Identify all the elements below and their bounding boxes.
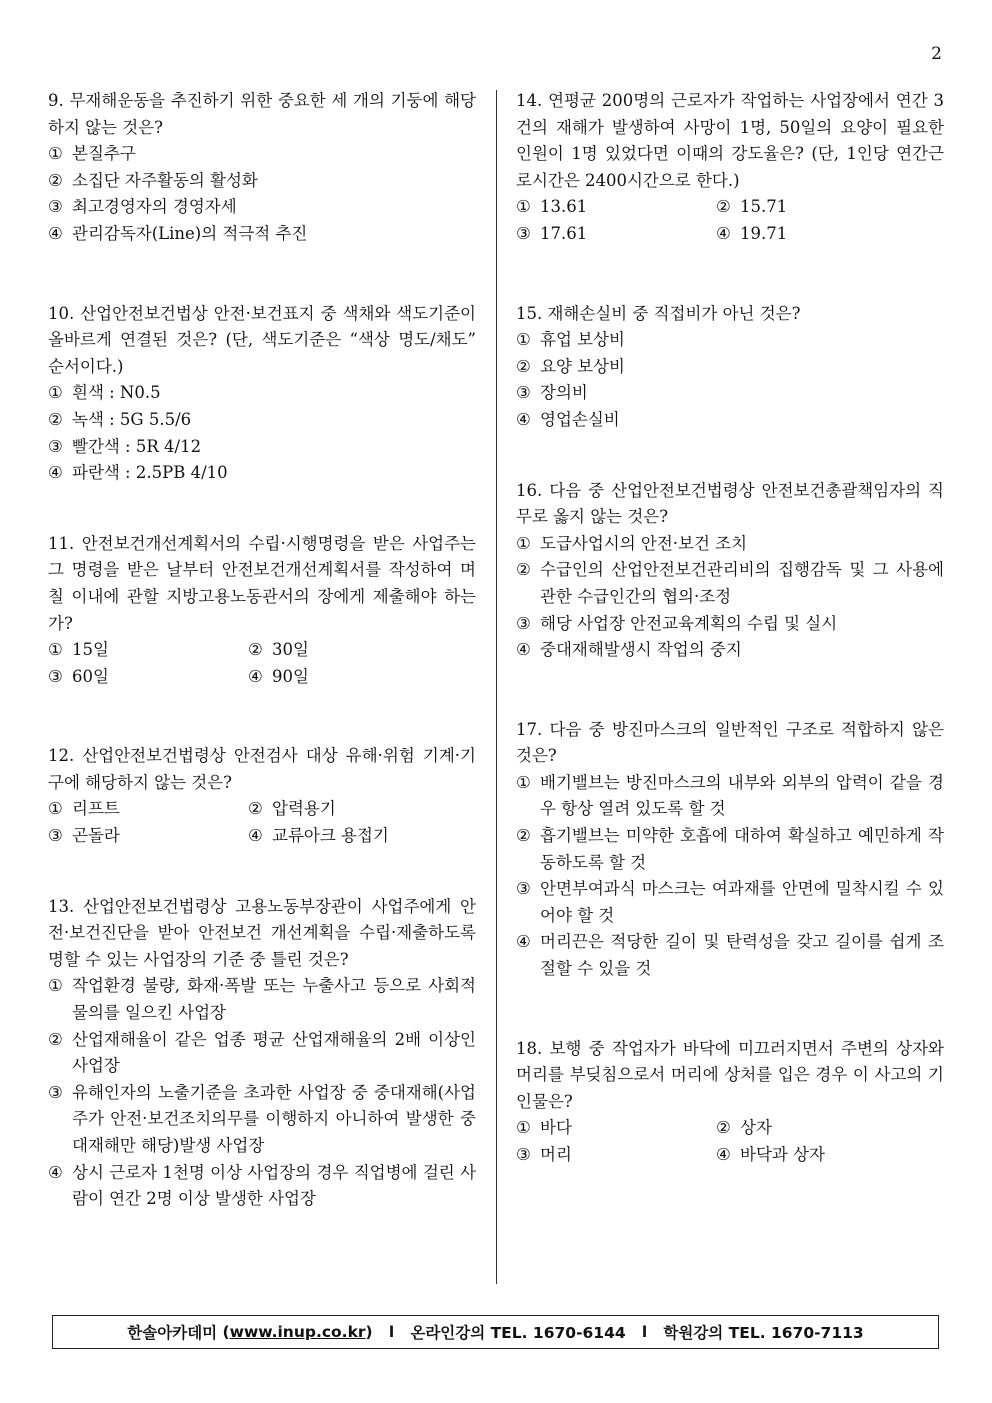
option-mark: ②	[48, 170, 63, 190]
option-1[interactable]	[516, 770, 944, 823]
option-mark: ④	[48, 1162, 63, 1182]
option-mark: ②	[248, 640, 263, 660]
question-10	[48, 301, 476, 487]
option-4[interactable]	[248, 664, 476, 691]
option-4[interactable]	[516, 929, 944, 982]
option-text: 상시 근로자 1천명 이상 사업장의 경우 직업병에 걸린 사람이 연간 2명 이상 발생한 사업장	[72, 1162, 476, 1209]
option-2[interactable]	[48, 407, 476, 434]
option-text: 도급사업시의 안전·보건 조치	[540, 533, 748, 553]
option-mark: ①	[516, 197, 531, 217]
option-mark: ②	[516, 826, 531, 846]
footer-offline-tel: 학원강의 TEL. 1670-7113	[663, 1324, 864, 1342]
option-mark: ①	[516, 772, 531, 792]
option-2[interactable]	[248, 796, 476, 823]
option-2[interactable]	[516, 354, 944, 381]
option-4[interactable]	[716, 1142, 944, 1169]
option-text: 머리끈은 적당한 길이 및 탄력성을 갖고 길이를 쉽게 조절할 수 있을 것	[540, 932, 944, 979]
question-stem: 12. 산업안전보건법령상 안전검사 대상 유해·위험 기계·기구에 해당하지 않는 것은?	[48, 746, 476, 792]
question-stem: 17. 다음 중 방진마스크의 일반적인 구조로 적합하지 않은 것은?	[516, 719, 944, 766]
option-mark: ③	[48, 1082, 63, 1102]
footer-separator: l	[641, 1323, 648, 1341]
option-1[interactable]	[516, 531, 944, 558]
option-text: 바닥과 상자	[740, 1145, 825, 1164]
option-grid	[516, 194, 944, 247]
option-mark: ①	[48, 799, 63, 819]
question-15	[516, 301, 944, 434]
option-text: 본질추구	[72, 144, 136, 164]
option-text: 19.71	[740, 223, 788, 243]
option-text: 수급인의 산업안전보건관리비의 집행감독 및 그 사용에 관한 수급인간의 협의·조정	[540, 560, 944, 606]
option-4[interactable]	[48, 1160, 476, 1213]
option-text: 13.61	[540, 197, 588, 217]
option-text: 산업재해율이 같은 업종 평균 산업재해율의 2배 이상인 사업장	[72, 1029, 476, 1076]
option-grid	[48, 796, 476, 849]
option-mark: ④	[716, 1145, 731, 1164]
option-3[interactable]	[48, 194, 476, 221]
option-2[interactable]	[516, 557, 944, 610]
question-11	[48, 531, 476, 691]
option-2[interactable]	[248, 637, 476, 664]
option-text: 머리	[540, 1145, 572, 1164]
option-1[interactable]	[48, 380, 476, 407]
option-text: 바다	[540, 1118, 572, 1138]
question-13	[48, 894, 476, 1213]
option-mark: ①	[48, 640, 63, 660]
option-text: 영업손실비	[540, 409, 620, 429]
option-mark: ③	[48, 436, 63, 456]
option-text: 안면부여과식 마스크는 여과재를 안면에 밀착시킬 수 있어야 할 것	[540, 879, 944, 925]
option-3[interactable]	[516, 876, 944, 929]
option-mark: ②	[716, 197, 731, 217]
question-14	[516, 88, 944, 248]
option-text: 흰색 : N0.5	[72, 383, 161, 403]
option-mark: ②	[716, 1118, 731, 1138]
option-mark: ①	[48, 976, 63, 996]
option-text: 교류아크 용접기	[272, 826, 389, 846]
footer-website-link[interactable]: www.inup.co.kr	[229, 1323, 366, 1341]
question-stem: 15. 재해손실비 중 직접비가 아닌 것은?	[516, 303, 801, 323]
option-text: 해당 사업장 안전교육계획의 수립 및 실시	[540, 613, 838, 633]
option-text: 소집단 자주활동의 활성화	[72, 170, 258, 190]
option-mark: ③	[516, 383, 531, 403]
option-text: 최고경영자의 경영자세	[72, 197, 237, 217]
option-mark: ②	[48, 1029, 63, 1049]
right-column	[516, 88, 944, 1169]
option-1[interactable]	[48, 141, 476, 168]
option-text: 작업환경 불량, 화재·폭발 또는 누출사고 등으로 사회적 물의를 일으킨 사업장	[72, 976, 476, 1023]
question-stem: 10. 산업안전보건법상 안전·보건표지 중 색채와 색도기준이 올바르게 연결된 것은? (단, 색도기준은 “색상 명도/채도” 순서이다.)	[48, 303, 476, 376]
option-3[interactable]	[48, 823, 248, 850]
option-2[interactable]	[48, 168, 476, 195]
option-1[interactable]	[48, 973, 476, 1026]
option-mark: ②	[248, 799, 263, 819]
option-text: 상자	[740, 1118, 772, 1138]
footer-banner: 한솔아카데미 ( www.inup.co.kr ) l 온라인강의 TEL. 1670-6144 l 학원강의 TEL. 1670-7113	[52, 1315, 939, 1349]
question-12	[48, 743, 476, 849]
column-divider	[496, 90, 497, 1284]
option-mark: ④	[516, 932, 531, 952]
question-18	[516, 1036, 944, 1169]
option-mark: ③	[516, 613, 531, 633]
option-text: 녹색 : 5G 5.5/6	[72, 409, 192, 429]
option-3[interactable]	[516, 1142, 716, 1169]
option-mark: ①	[48, 383, 63, 403]
option-mark: ④	[248, 826, 263, 846]
option-mark: ④	[48, 463, 63, 483]
option-2[interactable]	[716, 1115, 944, 1142]
option-grid	[48, 637, 476, 690]
option-4[interactable]	[248, 823, 476, 850]
option-mark: ①	[516, 533, 531, 553]
option-mark: ③	[48, 666, 63, 686]
option-4[interactable]	[48, 460, 476, 487]
option-1[interactable]	[516, 1115, 716, 1142]
option-text: 장의비	[540, 383, 588, 403]
option-text: 흡기밸브는 미약한 호흡에 대하여 확실하고 예민하게 작동하도록 할 것	[540, 826, 944, 872]
option-mark: ④	[516, 640, 531, 660]
option-text: 휴업 보상비	[540, 330, 625, 350]
option-text: 중대재해발생시 작업의 중지	[540, 640, 742, 660]
question-stem: 18. 보행 중 작업자가 바닥에 미끄러지면서 주변의 상자와 머리를 부딪침으로서 머리에 상처를 입은 경우 이 사고의 기인물은?	[516, 1038, 944, 1111]
option-mark: ④	[516, 409, 531, 429]
option-3[interactable]	[48, 434, 476, 461]
option-text: 15일	[72, 640, 109, 660]
option-mark: ④	[48, 223, 63, 243]
option-text: 요양 보상비	[540, 356, 625, 376]
option-mark: ③	[516, 223, 531, 243]
question-17	[516, 717, 944, 983]
option-text: 리프트	[72, 799, 120, 819]
option-mark: ①	[516, 1118, 531, 1138]
question-9	[48, 88, 476, 248]
option-text: 관리감독자(Line)의 적극적 추진	[72, 223, 308, 243]
option-text: 배기밸브는 방진마스크의 내부와 외부의 압력이 같을 경우 항상 열려 있도록 할 것	[540, 772, 944, 819]
option-1[interactable]	[48, 796, 248, 823]
option-text: 곤돌라	[72, 826, 120, 846]
option-3[interactable]	[48, 1080, 476, 1160]
option-text: 17.61	[540, 223, 588, 243]
option-1[interactable]	[516, 327, 944, 354]
option-mark: ③	[516, 879, 531, 899]
question-stem: 16. 다음 중 산업안전보건법령상 안전보건총괄책임자의 직무로 옳지 않는 것은?	[516, 480, 944, 527]
option-grid	[516, 1115, 944, 1168]
question-stem: 9. 무재해운동을 추진하기 위한 중요한 세 개의 기둥에 해당하지 않는 것은?	[48, 91, 476, 137]
option-text: 빨간색 : 5R 4/12	[72, 436, 202, 456]
option-4[interactable]	[516, 637, 944, 664]
option-mark: ②	[516, 560, 531, 580]
option-3[interactable]	[516, 611, 944, 638]
option-2[interactable]	[716, 194, 944, 221]
option-3[interactable]	[516, 221, 716, 248]
option-1[interactable]	[516, 194, 716, 221]
option-mark: ④	[248, 666, 263, 686]
question-stem: 14. 연평균 200명의 근로자가 작업하는 사업장에서 연간 3건의 재해가 발생하여 사망이 1명, 50일의 요양이 필요한 인원이 1명 있었다면 이때의 강도율은? (단, 1인당 연간근로시간은 2400시간으로 한다.)	[516, 91, 944, 190]
option-4[interactable]	[516, 407, 944, 434]
option-1[interactable]	[48, 637, 248, 664]
option-mark: ④	[716, 223, 731, 243]
footer-academy-name: 한솔아카데미	[127, 1324, 218, 1342]
option-2[interactable]	[516, 823, 944, 876]
question-stem: 13. 산업안전보건법령상 고용노동부장관이 사업주에게 안전·보건진단을 받아 안전보건 개선계획을 수립·제출하도록 명할 수 있는 사업장의 기준 중 틀린 것은?	[48, 896, 476, 969]
option-text: 90일	[272, 666, 309, 686]
option-text: 파란색 : 2.5PB 4/10	[72, 463, 228, 483]
question-stem: 11. 안전보건개선계획서의 수립·시행명령을 받은 사업주는 그 명령을 받은 날부터 안전보건개선계획서를 작성하여 며칠 이내에 관할 지방고용노동관서의 장에게 제출해야 하는가?	[48, 533, 476, 633]
page-number: 2	[931, 44, 942, 64]
option-text: 30일	[272, 640, 309, 660]
option-mark: ①	[48, 144, 63, 164]
option-text: 유해인자의 노출기준을 초과한 사업장 중 중대재해(사업주가 안전·보건조치의무를 이행하지 아니하여 발생한 중대재해만 해당)발생 사업장	[72, 1082, 476, 1155]
option-text: 15.71	[740, 197, 788, 217]
option-mark: ①	[516, 330, 531, 350]
option-2[interactable]	[48, 1027, 476, 1080]
option-4[interactable]	[716, 221, 944, 248]
option-text: 압력용기	[272, 799, 336, 819]
option-mark: ③	[48, 197, 63, 217]
option-4[interactable]	[48, 221, 476, 248]
option-mark: ③	[516, 1145, 531, 1164]
option-mark: ③	[48, 826, 63, 846]
footer-online-tel: 온라인강의 TEL. 1670-6144	[410, 1324, 626, 1342]
option-mark: ②	[516, 356, 531, 376]
question-16	[516, 478, 944, 664]
option-text: 60일	[72, 666, 109, 686]
left-column	[48, 88, 476, 1213]
option-3[interactable]	[516, 380, 944, 407]
option-mark: ②	[48, 409, 63, 429]
option-3[interactable]	[48, 664, 248, 691]
footer-separator: l	[388, 1323, 395, 1341]
